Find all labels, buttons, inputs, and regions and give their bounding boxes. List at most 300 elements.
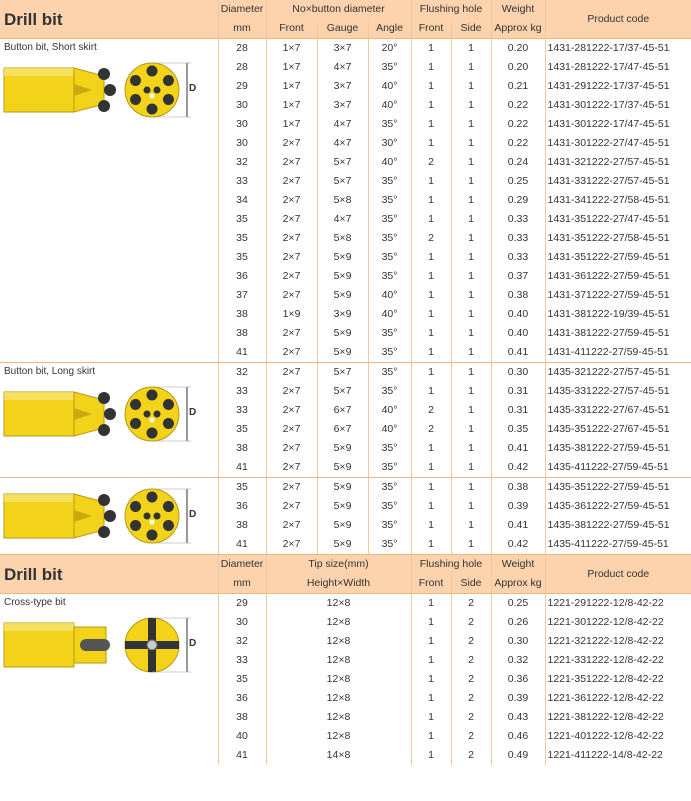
table-cell: 12×8 [266, 613, 411, 632]
table-cell: 1 [411, 210, 451, 229]
group-label: Cross-type bit [4, 597, 66, 608]
group-label: Button bit, Long skirt [4, 366, 96, 377]
table-cell: 5×7 [317, 172, 368, 191]
table-cell: 33 [218, 172, 266, 191]
table-cell: 0.22 [491, 134, 545, 153]
table-row [0, 363, 691, 383]
table-cell: 0.25 [491, 594, 545, 614]
group-illustration [0, 478, 218, 555]
table-cell: 5×9 [317, 478, 368, 498]
table-cell: 2×7 [266, 401, 317, 420]
table-cell: 1 [451, 153, 491, 172]
col-unit-mm: mm [218, 19, 266, 39]
table-cell: 1431-301222-27/47-45-51 [545, 134, 691, 153]
drill-bit-image [0, 56, 214, 126]
table-cell: 1 [411, 382, 451, 401]
table-cell: 4×7 [317, 210, 368, 229]
col-product-code: Product code [545, 555, 691, 594]
table-cell: 41 [218, 343, 266, 363]
table-cell: 0.41 [491, 439, 545, 458]
table-cell: 1 [451, 134, 491, 153]
table-cell: 35° [368, 267, 411, 286]
table-cell: 41 [218, 746, 266, 765]
table-cell: 0.35 [491, 420, 545, 439]
table-cell: 6×7 [317, 420, 368, 439]
table-cell: 1×9 [266, 305, 317, 324]
table-cell: 5×9 [317, 343, 368, 363]
table-cell: 0.22 [491, 115, 545, 134]
table-cell: 5×9 [317, 248, 368, 267]
table-row [0, 39, 691, 59]
table-cell: 34 [218, 191, 266, 210]
table-cell: 1 [451, 39, 491, 59]
table-cell: 1 [411, 727, 451, 746]
table-cell: 12×8 [266, 594, 411, 614]
table-cell: 1 [451, 535, 491, 554]
table-cell: 2 [411, 229, 451, 248]
col-weight: Weight [491, 555, 545, 575]
table-cell: 36 [218, 267, 266, 286]
table-cell: 2×7 [266, 248, 317, 267]
table-cell: 40° [368, 420, 411, 439]
table-cell: 4×7 [317, 58, 368, 77]
table-cell: 5×8 [317, 191, 368, 210]
group-illustration [0, 39, 218, 363]
table-cell: 1 [411, 96, 451, 115]
table-cell: 1 [451, 267, 491, 286]
table-cell: 40° [368, 153, 411, 172]
table-cell: 1 [411, 115, 451, 134]
table-cell: 2×7 [266, 439, 317, 458]
table-cell: 1 [451, 58, 491, 77]
table-cell: 1431-371222-27/59-45-51 [545, 286, 691, 305]
table-cell: 1 [411, 458, 451, 478]
table-cell: 35° [368, 324, 411, 343]
table-cell: 0.38 [491, 478, 545, 498]
table-cell: 5×9 [317, 535, 368, 554]
table-cell: 2×7 [266, 324, 317, 343]
table-cell: 1 [411, 248, 451, 267]
table-cell: 1 [451, 286, 491, 305]
col-flush-front: Front [411, 574, 451, 594]
table-cell: 29 [218, 77, 266, 96]
table-cell: 1×7 [266, 96, 317, 115]
table-cell: 4×7 [317, 115, 368, 134]
table-cell: 1435-331222-27/67-45-51 [545, 401, 691, 420]
table-cell: 30 [218, 115, 266, 134]
table-cell: 33 [218, 651, 266, 670]
table-cell: 0.26 [491, 613, 545, 632]
bit-front-view [125, 387, 179, 441]
table-cell: 2 [411, 401, 451, 420]
table-cell: 40° [368, 77, 411, 96]
table-cell: 1 [411, 516, 451, 535]
table-cell: 2×7 [266, 458, 317, 478]
table-cell: 2×7 [266, 478, 317, 498]
table-cell: 35 [218, 229, 266, 248]
col-gauge: Gauge [317, 19, 368, 39]
dimension-label: D [189, 638, 197, 649]
table-cell: 2 [451, 727, 491, 746]
table-cell: 1221-291222-12/8-42-22 [545, 594, 691, 614]
table-cell: 0.20 [491, 58, 545, 77]
table-cell: 40 [218, 727, 266, 746]
table-cell: 2×7 [266, 134, 317, 153]
table-cell: 35° [368, 191, 411, 210]
table-cell: 35° [368, 172, 411, 191]
table-cell: 1 [451, 305, 491, 324]
drill-bit-image [0, 611, 214, 681]
table-cell: 0.30 [491, 363, 545, 383]
table-cell: 0.21 [491, 77, 545, 96]
col-diameter: Diameter [218, 555, 266, 575]
table-cell: 0.40 [491, 305, 545, 324]
table-cell: 1×7 [266, 58, 317, 77]
table-cell: 1221-351222-12/8-42-22 [545, 670, 691, 689]
table-cell: 1 [411, 324, 451, 343]
table-cell: 1 [411, 535, 451, 554]
table-cell: 2×7 [266, 420, 317, 439]
table-cell: 40° [368, 96, 411, 115]
table-cell: 1 [451, 363, 491, 383]
table-cell: 2×7 [266, 153, 317, 172]
group-illustration [0, 594, 218, 766]
table-cell: 1431-331222-27/57-45-51 [545, 172, 691, 191]
table-cell: 1 [451, 478, 491, 498]
table-cell: 1221-321222-12/8-42-22 [545, 632, 691, 651]
table-cell: 1431-281222-17/37-45-51 [545, 39, 691, 59]
table-cell: 1431-281222-17/47-45-51 [545, 58, 691, 77]
table-cell: 35 [218, 478, 266, 498]
table-cell: 2×7 [266, 286, 317, 305]
table-cell: 1 [451, 248, 491, 267]
table-cell: 1431-411222-27/59-45-51 [545, 343, 691, 363]
table-cell: 1221-361222-12/8-42-22 [545, 689, 691, 708]
table-cell: 1 [451, 77, 491, 96]
table-cell: 12×8 [266, 670, 411, 689]
table-cell: 2 [451, 708, 491, 727]
table-cell: 1 [411, 478, 451, 498]
table-cell: 35° [368, 363, 411, 383]
table-cell: 38 [218, 439, 266, 458]
table-cell: 1 [411, 651, 451, 670]
table-cell: 3×9 [317, 305, 368, 324]
table-cell: 5×9 [317, 267, 368, 286]
table-cell: 2×7 [266, 210, 317, 229]
table-cell: 35° [368, 516, 411, 535]
table-row [0, 594, 691, 614]
col-flush-front: Front [411, 19, 451, 39]
col-product-code: Product code [545, 0, 691, 39]
table-cell: 1 [451, 497, 491, 516]
table-cell: 0.42 [491, 458, 545, 478]
table-cell: 35 [218, 670, 266, 689]
table-cell: 1435-321222-27/57-45-51 [545, 363, 691, 383]
dimension-label: D [189, 509, 197, 520]
bit-side-view [4, 494, 116, 538]
table-cell: 0.36 [491, 670, 545, 689]
table-cell: 0.42 [491, 535, 545, 554]
table-cell: 0.41 [491, 343, 545, 363]
table-cell: 1×7 [266, 39, 317, 59]
table-cell: 0.41 [491, 516, 545, 535]
table-cell: 29 [218, 594, 266, 614]
table-cell: 40° [368, 305, 411, 324]
table-cell: 1435-331222-27/57-45-51 [545, 382, 691, 401]
table-cell: 1431-291222-17/37-45-51 [545, 77, 691, 96]
table-cell: 2 [411, 420, 451, 439]
cross-bit-table [0, 554, 691, 765]
table-cell: 40° [368, 401, 411, 420]
table-cell: 2 [451, 670, 491, 689]
table-cell: 30 [218, 613, 266, 632]
table-cell: 0.37 [491, 267, 545, 286]
table-cell: 28 [218, 58, 266, 77]
dimension-label: D [189, 83, 197, 94]
col-weight: Weight [491, 0, 545, 19]
table-cell: 35° [368, 497, 411, 516]
table-cell: 2×7 [266, 191, 317, 210]
table-cell: 12×8 [266, 651, 411, 670]
table-cell: 2 [411, 153, 451, 172]
table-cell: 0.33 [491, 229, 545, 248]
table-cell: 1 [451, 420, 491, 439]
table-cell: 6×7 [317, 401, 368, 420]
col-flush-side: Side [451, 19, 491, 39]
table-cell: 1 [451, 96, 491, 115]
col-approx-kg: Approx kg [491, 19, 545, 39]
table-cell: 14×8 [266, 746, 411, 765]
drill-bit-image [0, 380, 214, 450]
table-cell: 2×7 [266, 535, 317, 554]
table-cell: 1435-411222-27/59-45-51 [545, 535, 691, 554]
table-cell: 0.38 [491, 286, 545, 305]
table-cell: 35 [218, 420, 266, 439]
table-cell: 35° [368, 343, 411, 363]
table-cell: 1431-351222-27/47-45-51 [545, 210, 691, 229]
table-cell: 38 [218, 516, 266, 535]
table-cell: 1 [451, 382, 491, 401]
table-cell: 35° [368, 458, 411, 478]
table-cell: 40° [368, 286, 411, 305]
table-cell: 36 [218, 497, 266, 516]
table-cell: 0.29 [491, 191, 545, 210]
table-cell: 1 [451, 210, 491, 229]
table-cell: 1 [451, 324, 491, 343]
table-cell: 1 [411, 632, 451, 651]
table-cell: 5×9 [317, 497, 368, 516]
table-cell: 1 [451, 191, 491, 210]
col-flushing-hole: Flushing hole [411, 555, 491, 575]
table-cell: 1 [411, 191, 451, 210]
table-cell: 1 [411, 689, 451, 708]
bit-front-view [125, 618, 179, 672]
table-cell: 1 [411, 267, 451, 286]
bit-side-view [4, 392, 116, 436]
table-row [0, 478, 691, 498]
table-cell: 1435-411222-27/59-45-51 [545, 458, 691, 478]
col-approx-kg: Approx kg [491, 574, 545, 594]
table-cell: 1221-381222-12/8-42-22 [545, 708, 691, 727]
table-cell: 1 [411, 746, 451, 765]
table-cell: 1431-361222-27/59-45-51 [545, 267, 691, 286]
table-cell: 1×7 [266, 77, 317, 96]
table-cell: 1 [451, 458, 491, 478]
table-cell: 5×9 [317, 324, 368, 343]
table-cell: 35° [368, 535, 411, 554]
table-cell: 0.33 [491, 210, 545, 229]
table-cell: 0.31 [491, 382, 545, 401]
table-cell: 30 [218, 134, 266, 153]
table-cell: 5×8 [317, 229, 368, 248]
table-cell: 12×8 [266, 727, 411, 746]
table-cell: 1 [451, 401, 491, 420]
table-cell: 41 [218, 458, 266, 478]
table-cell: 12×8 [266, 632, 411, 651]
table-cell: 1221-401222-12/8-42-22 [545, 727, 691, 746]
table-cell: 1 [451, 229, 491, 248]
table-cell: 2×7 [266, 267, 317, 286]
table-cell: 1221-301222-12/8-42-22 [545, 613, 691, 632]
table-cell: 33 [218, 401, 266, 420]
table-cell: 35° [368, 248, 411, 267]
table-cell: 5×7 [317, 363, 368, 383]
table-cell: 0.39 [491, 689, 545, 708]
table-cell: 2 [451, 613, 491, 632]
col-diameter: Diameter [218, 0, 266, 19]
col-button-diameter: No×button diameter [266, 0, 411, 19]
table-cell: 1 [411, 708, 451, 727]
bit-front-view [125, 63, 179, 117]
table-cell: 1 [411, 363, 451, 383]
col-flush-side: Side [451, 574, 491, 594]
table-cell: 1×7 [266, 115, 317, 134]
table-cell: 2 [451, 689, 491, 708]
col-front: Front [266, 19, 317, 39]
table-cell: 35° [368, 439, 411, 458]
table-cell: 35 [218, 248, 266, 267]
table-cell: 3×7 [317, 96, 368, 115]
table-cell: 1431-301222-17/37-45-51 [545, 96, 691, 115]
col-unit-mm: mm [218, 574, 266, 594]
table-title: Drill bit [0, 555, 218, 594]
table-cell: 35° [368, 382, 411, 401]
table-cell: 0.40 [491, 324, 545, 343]
table-cell: 5×7 [317, 382, 368, 401]
table-cell: 3×7 [317, 77, 368, 96]
dimension-label: D [189, 407, 197, 418]
table-cell: 1435-381222-27/59-45-51 [545, 516, 691, 535]
group-label: Button bit, Short skirt [4, 42, 97, 53]
table-cell: 36 [218, 689, 266, 708]
table-cell: 32 [218, 153, 266, 172]
table-cell: 2 [451, 746, 491, 765]
table-cell: 5×7 [317, 153, 368, 172]
table-cell: 1431-351222-27/59-45-51 [545, 248, 691, 267]
table-cell: 1 [411, 305, 451, 324]
table-cell: 35° [368, 115, 411, 134]
table-cell: 1435-361222-27/59-45-51 [545, 497, 691, 516]
table-cell: 5×9 [317, 439, 368, 458]
table-cell: 5×9 [317, 516, 368, 535]
table-cell: 2×7 [266, 343, 317, 363]
table-cell: 1 [451, 172, 491, 191]
table-cell: 1 [411, 343, 451, 363]
table-cell: 1 [411, 134, 451, 153]
table-cell: 2×7 [266, 229, 317, 248]
table-cell: 1 [411, 172, 451, 191]
table-cell: 0.25 [491, 172, 545, 191]
table-cell: 1 [411, 594, 451, 614]
table-cell: 35° [368, 210, 411, 229]
table-cell: 35° [368, 478, 411, 498]
drill-bit-image [0, 482, 214, 552]
table-cell: 38 [218, 324, 266, 343]
table-cell: 28 [218, 39, 266, 59]
table-cell: 0.24 [491, 153, 545, 172]
table-cell: 0.31 [491, 401, 545, 420]
table-cell: 35 [218, 210, 266, 229]
table-cell: 12×8 [266, 708, 411, 727]
table-cell: 0.30 [491, 632, 545, 651]
table-cell: 2×7 [266, 363, 317, 383]
table-cell: 2×7 [266, 497, 317, 516]
table-cell: 1 [411, 670, 451, 689]
table-cell: 1 [411, 39, 451, 59]
table-cell: 1 [411, 497, 451, 516]
table-cell: 2 [451, 632, 491, 651]
table-cell: 1 [411, 58, 451, 77]
table-cell: 12×8 [266, 689, 411, 708]
table-cell: 32 [218, 363, 266, 383]
table-cell: 2 [451, 651, 491, 670]
table-cell: 0.20 [491, 39, 545, 59]
table-cell: 1431-321222-27/57-45-51 [545, 153, 691, 172]
table-cell: 38 [218, 305, 266, 324]
table-cell: 0.33 [491, 248, 545, 267]
table-cell: 41 [218, 535, 266, 554]
col-angle: Angle [368, 19, 411, 39]
table-cell: 0.43 [491, 708, 545, 727]
table-cell: 1435-351222-27/59-45-51 [545, 478, 691, 498]
col-flushing-hole: Flushing hole [411, 0, 491, 19]
table-cell: 35° [368, 229, 411, 248]
bit-side-view [4, 68, 116, 112]
table-cell: 0.32 [491, 651, 545, 670]
table-cell: 0.46 [491, 727, 545, 746]
table-cell: 30° [368, 134, 411, 153]
table-cell: 20° [368, 39, 411, 59]
table-cell: 5×9 [317, 458, 368, 478]
table-cell: 35° [368, 58, 411, 77]
table-cell: 1221-331222-12/8-42-22 [545, 651, 691, 670]
table-cell: 1 [451, 115, 491, 134]
table-cell: 1431-341222-27/58-45-51 [545, 191, 691, 210]
bit-side-view [4, 623, 110, 667]
table-cell: 1431-381222-19/39-45-51 [545, 305, 691, 324]
table-cell: 1 [451, 516, 491, 535]
col-tip-size: Tip size(mm) [266, 555, 411, 575]
table-cell: 1 [411, 439, 451, 458]
table-cell: 1 [451, 343, 491, 363]
table-cell: 0.39 [491, 497, 545, 516]
table-cell: 2×7 [266, 516, 317, 535]
table-cell: 33 [218, 382, 266, 401]
table-cell: 1431-381222-27/59-45-51 [545, 324, 691, 343]
table-cell: 0.22 [491, 96, 545, 115]
col-height-width: Height×Width [266, 574, 411, 594]
table-cell: 1221-411222-14/8-42-22 [545, 746, 691, 765]
